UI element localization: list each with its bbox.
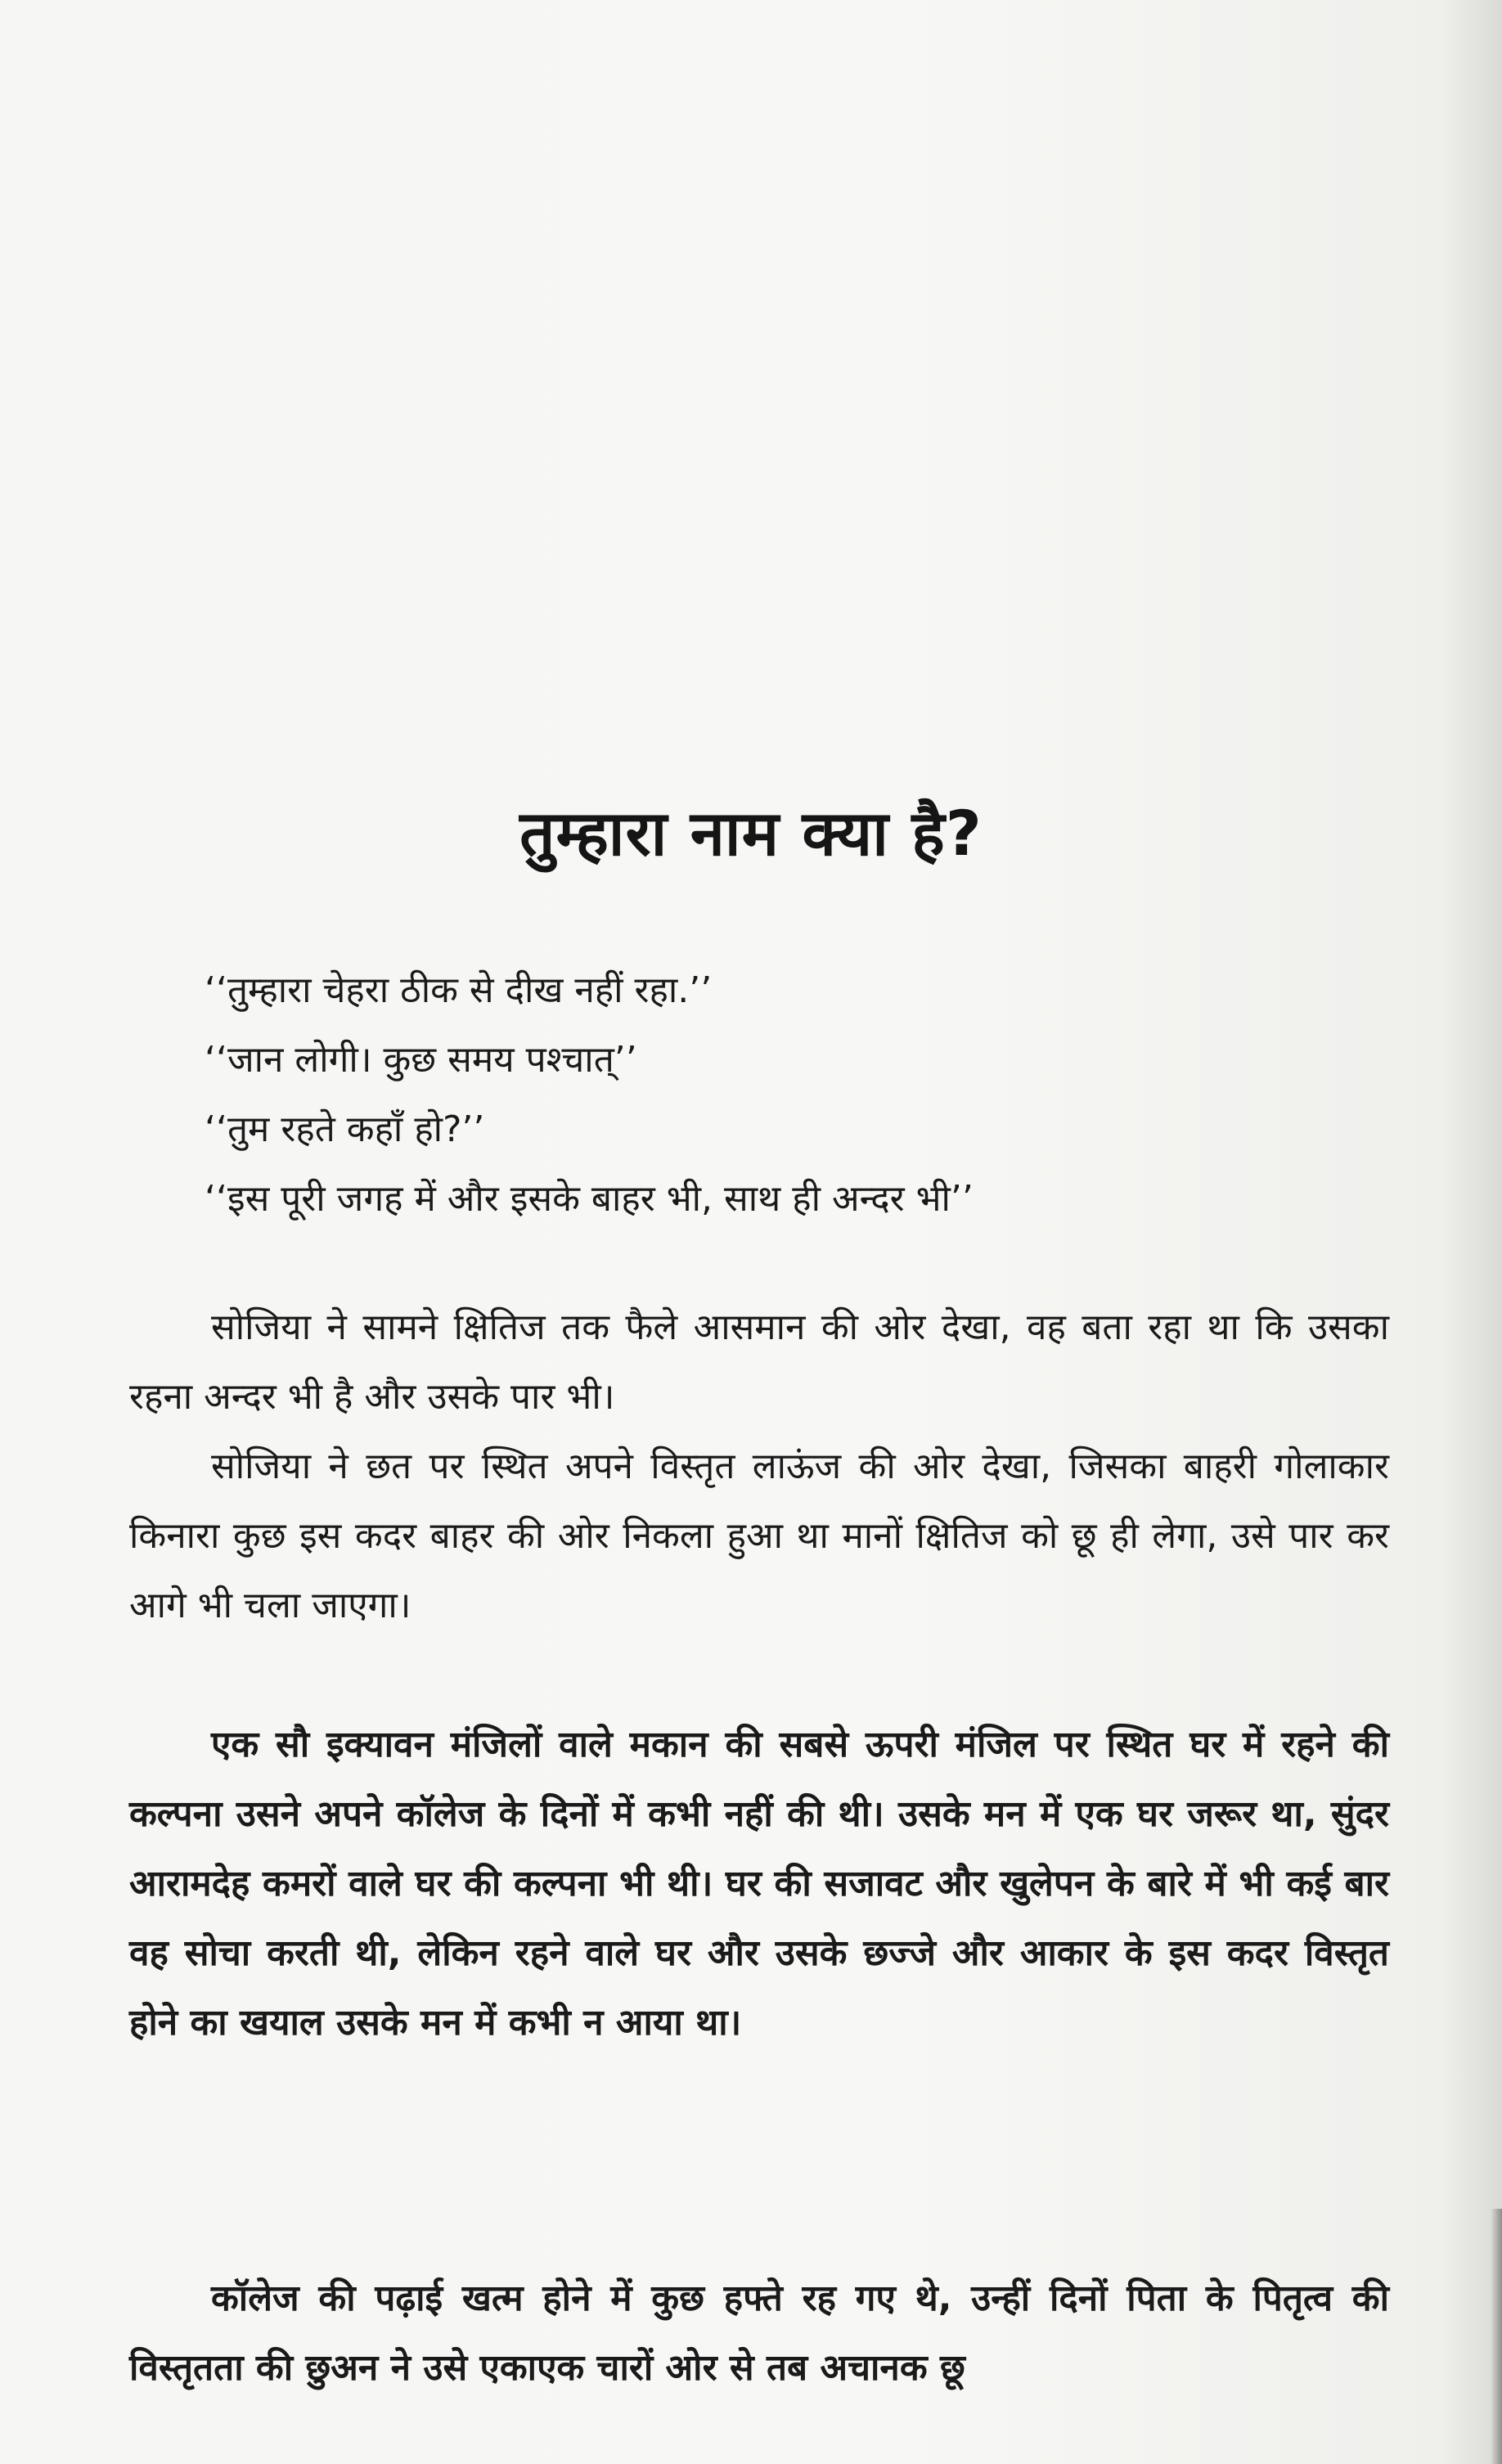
page-edge-shadow (1491, 2209, 1502, 2464)
paragraph: सोजिया ने छत पर स्थित अपने विस्तृत लाऊंज की ओर देखा, जिसका बाहरी गोलाकार किनारा कुछ इस कदर बाहर की ओर निकला हुआ था मानों क्षितिज को छू ही लेगा, उसे पार कर आगे भी चला जाएगा। (129, 1446, 1389, 1626)
dialogue-line: ‘‘जान लोगी। कुछ समय पश्चात्’’ (205, 1039, 637, 1081)
paragraph: एक सौ इक्यावन मंजिलों वाले मकान की सबसे ऊपरी मंजिल पर स्थित घर में रहने की कल्पना उसने अपने कॉलेज के दिनों में कभी नहीं की थी। उसके मन में एक घर जरूर था, सुंदर आरामदेह कमरों वाले घर की कल्पना भी थी। घर की सजावट और खुलेपन के बारे में भी कई बार वह सोचा करती थी, लेकिन रहने वाले घर और उसके छज्जे और आकार के इस कदर विस्तृत होने का खयाल उसके मन में कभी न आया था। (129, 1724, 1389, 2044)
dialogue-line: ‘‘तुम रहते कहाँ हो?’’ (205, 1108, 485, 1150)
dialogue-line: ‘‘तुम्हारा चेहरा ठीक से दीख नहीं रहा.’’ (205, 969, 713, 1011)
chapter-title: तुम्हारा नाम क्या है? (519, 797, 983, 870)
paragraph: सोजिया ने सामने क्षितिज तक फैले आसमान की ओर देखा, वह बता रहा था कि उसका रहना अन्दर भी है और उसके पार भी। (129, 1306, 1389, 1418)
paragraph: कॉलेज की पढ़ाई खत्म होने में कुछ हफ्ते रह गए थे, उन्हीं दिनों पिता के पितृत्व की विस्तृतता की छुअन ने उसे एकाएक चारों ओर से तब अचानक छू (129, 2277, 1389, 2389)
dialogue-block (205, 955, 1350, 1234)
dialogue-line: ‘‘इस पूरी जगह में और इसके बाहर भी, साथ ही अन्दर भी’’ (205, 1178, 974, 1220)
